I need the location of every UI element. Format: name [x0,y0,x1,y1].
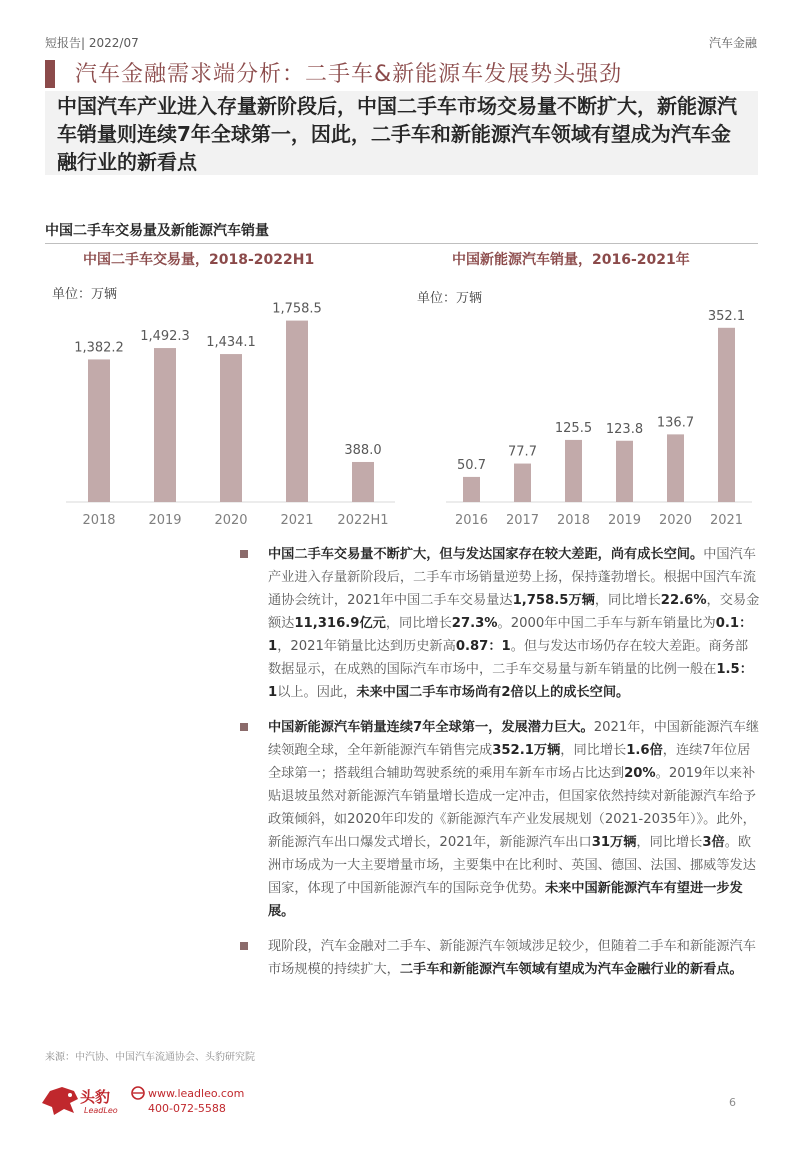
page-title: 汽车金融需求端分析：二手车&新能源车发展势头强劲 [75,62,623,87]
tick-label: 2018 [82,513,116,528]
bold-run: 20% [624,766,656,781]
tick-label: 2021 [709,513,744,528]
text-run: 现阶段，汽车金融对二手车、新能源汽车领域涉足较少，但随着二手车和新能源汽车市场规模的持续扩大， [268,939,756,977]
text-run: ，同比增长 [594,593,661,608]
data-label: 352.1 [707,308,746,324]
phone-number: 400-072-5588 [148,1102,226,1115]
paragraph-outlook [240,935,760,981]
bar [286,321,308,502]
bold-run: 11,316.9亿元 [294,616,386,631]
bold-run: 1.5：1 [268,662,753,700]
text-run: 2021年，中国新能源汽车继续领跑全球，全年新能源汽车销售完成 [268,720,760,758]
bold-run: 31万辆 [591,835,637,850]
text-run: 。欧洲市场成为一大主要增量市场，主要集中在比利时、英国、德国、法国、挪威等发达国家，体现了中国新能源汽车的国际竞争优势。 [268,835,756,896]
source-note: 来源：中汽协、中国汽车流通协会、头豹研究院 [45,1052,255,1063]
bold-run: 0.1：1 [268,616,753,654]
tick-label: 2022H1 [337,513,389,528]
tick-label: 2018 [556,513,591,528]
bold-run: 未来中国新能源汽车有望进一步发展。 [268,881,743,919]
bold-run: 22.6% [660,593,707,608]
text-run: 中国汽车产业进入存量新阶段后，二手车市场销量逆势上扬，保持蓬勃增长。根据中国汽车流通协会统计，2021年中国二手车交易量达 [268,547,756,608]
data-label: 77.7 [508,444,537,460]
e-globe-icon [131,1086,145,1100]
chart1-title: 中国二手车交易量，2018-2022H1 [83,252,315,268]
section-heading: 中国二手车交易量及新能源汽车销量 [45,223,269,239]
tick-label: 2019 [148,513,182,528]
chart1-svg [45,290,395,535]
body-text [240,543,760,993]
page-number: 6 [729,1096,736,1109]
text-run: ，同比增长 [636,835,703,850]
paragraph-used-cars [240,543,760,704]
tick-label: 2020 [658,513,693,528]
bold-run: 中国二手车交易量不断扩大，但与发达国家存在较大差距，尚有成长空间。 [268,547,704,562]
bold-run: 1,758.5万辆 [512,593,595,608]
section-divider [45,243,758,244]
text-run: 以上。因此， [277,685,357,700]
text-run: ，交易金额达 [268,593,760,631]
data-label: 1,382.2 [74,340,124,356]
text-run: ，同比增长 [385,616,452,631]
bar [514,464,531,502]
bold-run: 中国新能源汽车销量连续7年全球第一，发展潜力巨大。 [268,720,594,735]
paragraph-nev [240,716,760,923]
bullet-square-icon [240,942,248,950]
bold-run: 3倍 [702,835,725,850]
bold-run: 27.3% [451,616,498,631]
bar [667,434,684,502]
report-category: 汽车金融 [708,36,757,50]
bar [220,354,242,502]
data-label: 1,434.1 [206,335,256,351]
text-run: ，2021年销量比达到历史新高 [277,639,456,654]
tick-label: 2020 [214,513,248,528]
chart2-svg [440,290,758,535]
data-label: 125.5 [554,420,593,436]
bold-run: 352.1万辆 [492,743,561,758]
data-label: 1,492.3 [140,329,190,345]
tick-label: 2021 [280,513,314,528]
bold-run: 二手车和新能源汽车领域有望成为汽车金融行业的新看点。 [399,962,743,977]
bar [154,348,176,502]
report-date: 短报告| 2022/07 [45,36,139,50]
chart2-unit: 单位：万辆 [417,291,483,306]
data-label: 123.8 [605,421,644,437]
leopard-logo-icon [40,1083,80,1117]
data-label: 50.7 [457,457,486,473]
bullet-square-icon [240,550,248,558]
text-run: 。但与发达市场仍存在较大差距。商务部数据显示，在成熟的国际汽车市场中，二手车交易量与新车销量的比例一般在 [268,639,749,677]
tick-label: 2016 [454,513,489,528]
title-accent-bar [45,60,55,88]
logo-name: 头豹 [80,1088,111,1106]
chart2-title: 中国新能源汽车销量，2016-2021年 [452,252,690,268]
data-label: 136.7 [656,415,695,431]
bar [616,441,633,502]
website-link[interactable]: www.leadleo.com [148,1087,245,1100]
bar [88,359,110,502]
bar [718,328,735,502]
bold-run: 1.6倍 [626,743,663,758]
text-run: ，连续7年位居全球第一；搭载组合辅助驾驶系统的乘用车新车市场占比达到 [268,743,751,781]
chart1-unit: 单位：万辆 [52,287,118,302]
data-label: 1,758.5 [272,301,322,317]
bar [565,440,582,502]
subtitle: 中国汽车产业进入存量新阶段后，中国二手车市场交易量不断扩大，新能源汽车销量则连续7年全球第一，因此，二手车和新能源汽车领域有望成为汽车金融行业的新看点 [57,94,737,174]
text-run: 。2000年中国二手车与新车销量比为 [497,616,716,631]
bold-run: 0.87：1 [455,639,511,654]
text-run: ，同比增长 [560,743,627,758]
paragraph-text [268,547,759,700]
tick-label: 2017 [505,513,540,528]
paragraph-text [268,939,756,977]
bar [463,477,480,502]
text-run: 。2019年以来补贴退坡虽然对新能源汽车销量增长造成一定冲击，但国家依然持续对新能源汽车给予政策倾斜，如2020年印发的《新能源汽车产业发展规划（2021-2035年）》。此外，新能源汽车出口爆发式增长，2021年，新能源汽车出口 [268,766,756,850]
bold-run: 未来中国二手车市场尚有2倍以上的成长空间。 [356,685,630,700]
tick-label: 2019 [607,513,642,528]
data-label: 388.0 [344,442,382,458]
paragraph-text [268,720,759,919]
bar [352,462,374,502]
logo-name-en: LeadLeo [84,1106,118,1115]
bullet-square-icon [240,723,248,731]
